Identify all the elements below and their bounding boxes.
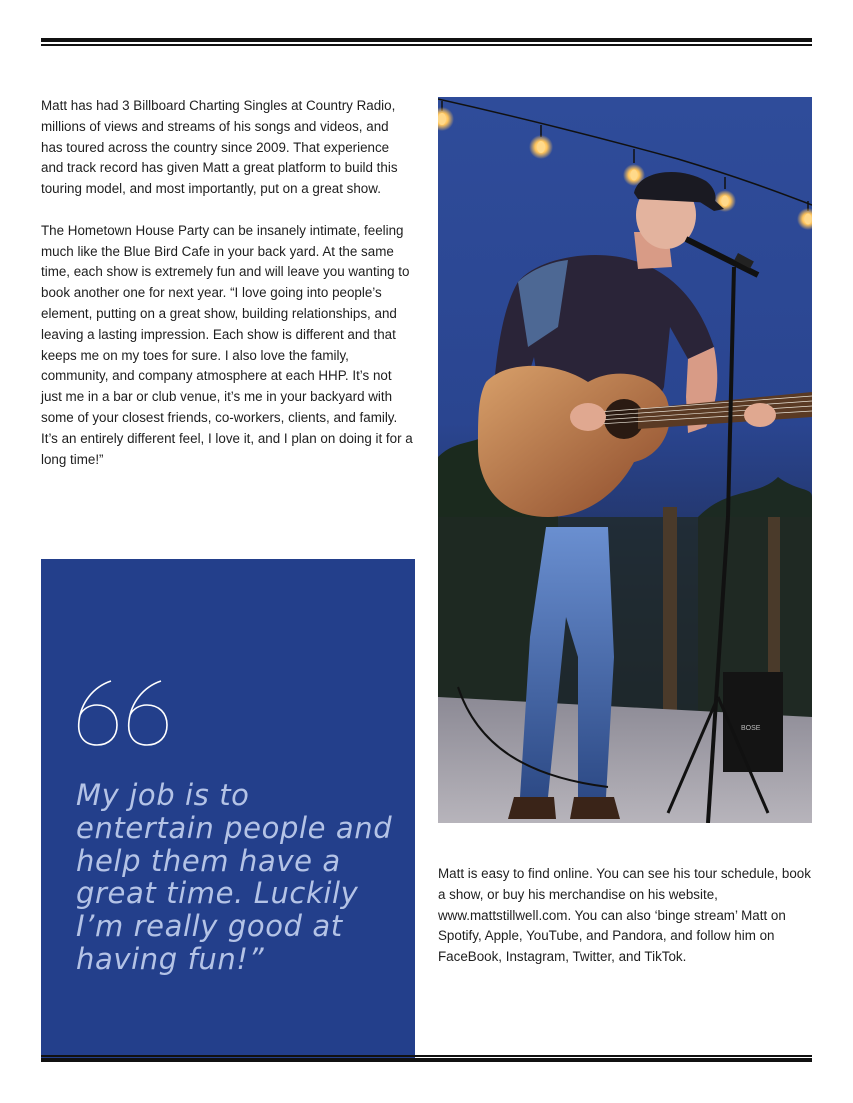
bottom-rule-thick [41, 1058, 812, 1062]
amp-brand-label: BOSE [741, 725, 761, 732]
top-rule-thin [41, 44, 812, 46]
bottom-rule-thin [41, 1055, 812, 1057]
pull-quote-box [41, 559, 415, 1061]
top-rule-thick [41, 38, 812, 42]
performer-photo [438, 97, 812, 823]
pull-quote-text: My job is to entertain people and help them have a great time. Luckily I’m really good at having fun!” [76, 778, 393, 976]
paragraph-billboard: Matt has had 3 Billboard Charting Singles at Country Radio, millions of views and streams of his songs and videos, and has toured across the country since 2009. That experience and track record has given Matt a great platform to build this touring model, and most importantly, put on a great show. [41, 98, 398, 197]
quote-mark-icon [75, 677, 175, 749]
body-text [41, 96, 413, 491]
online-paragraph: Matt is easy to find online. You can see his tour schedule, book a show, or buy his merchandise on his website, www.mattstillwell.com. You can also ‘binge stream’ Matt on Spotify, Apple, YouTube, and Pandora, and follow him on FaceBook, Instagram, Twitter, and TikTok. [438, 866, 811, 965]
paragraph-house-party: The Hometown House Party can be insanely intimate, feeling much like the Blue Bird Cafe in your back yard. At the same time, each show is extremely fun and will leave you wanting to book another one for next year. “I love going into people’s element, putting on a great show, building relationships, and leaving a lasting impression. Each show is different and that keeps me on my toes for sure. I also love the family, community, and company atmosphere at each HHP. It’s not just me in a bar or club venue, it’s me in your backyard with some of your closest friends, co-workers, clients, and family. It’s an entirely different feel, I love it, and I plan on doing it for a long time!” [41, 222, 413, 467]
